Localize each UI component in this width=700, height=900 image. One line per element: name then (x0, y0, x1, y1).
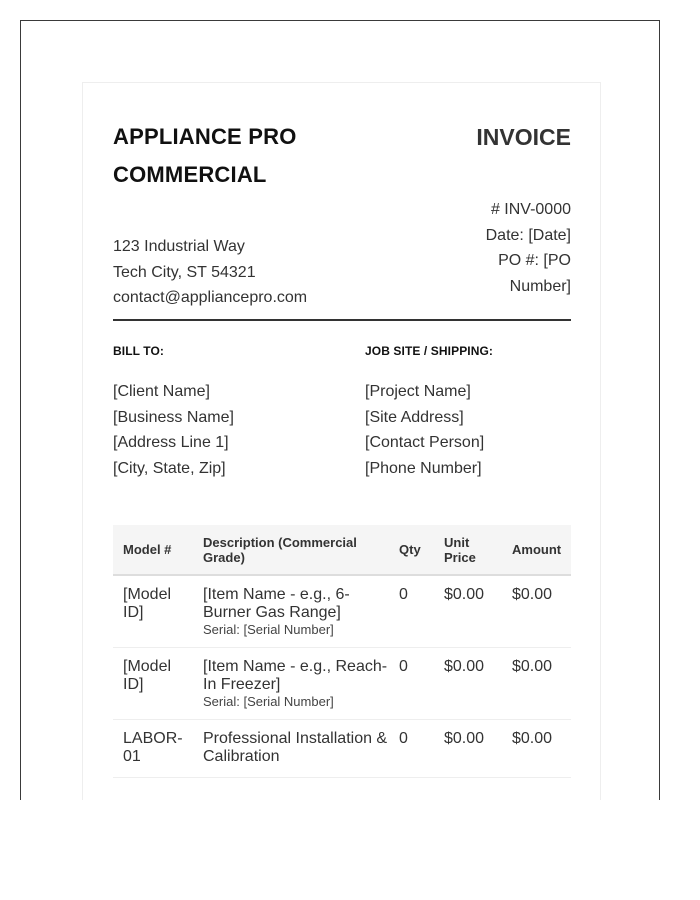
invoice-po-number: PO #: [PO Number] (498, 252, 571, 295)
header-description: Description (Commercial Grade) (193, 525, 389, 575)
invoice-content (113, 113, 571, 765)
ship-to-label: JOB SITE / SHIPPING: (365, 344, 494, 358)
table-row (113, 647, 571, 719)
cell-unit-price: $0.00 (434, 647, 502, 719)
cell-amount: $0.00 (502, 719, 571, 777)
cell-qty: 0 (389, 575, 434, 647)
cell-qty: 0 (389, 647, 434, 719)
company-address-line: Tech City, ST 54321 (113, 263, 256, 281)
item-serial: Serial: [Serial Number] (203, 622, 334, 637)
header-divider (113, 319, 571, 321)
invoice-meta (441, 197, 571, 299)
ship-to-lines (365, 379, 571, 481)
ship-to-line: [Project Name] (365, 383, 471, 400)
cell-amount: $0.00 (502, 647, 571, 719)
line-items-table (113, 525, 571, 778)
company-address (113, 234, 307, 311)
ship-to-line: [Site Address] (365, 408, 464, 426)
page-frame (20, 20, 660, 800)
invoice-date: Date: [Date] (485, 226, 571, 244)
bill-to-line: [Business Name] (113, 408, 234, 426)
cell-description (193, 719, 389, 777)
invoice-title: INVOICE (476, 124, 571, 150)
cell-model: [Model ID] (113, 647, 193, 719)
company-name: APPLIANCE PRO COMMERCIAL (113, 124, 297, 187)
header-model: Model # (113, 525, 193, 575)
ship-to-line: [Phone Number] (365, 459, 482, 477)
invoice-sheet (82, 82, 601, 800)
cell-amount: $0.00 (502, 575, 571, 647)
header-amount: Amount (502, 525, 571, 575)
bill-to-section (113, 343, 343, 481)
bill-to-line: [City, State, Zip] (113, 459, 226, 477)
bill-to-label: BILL TO: (113, 344, 165, 358)
ship-to-line: [Contact Person] (365, 434, 485, 451)
invoice-number: # INV-0000 (490, 201, 571, 218)
bill-to-line: [Address Line 1] (113, 434, 229, 451)
cell-model: LABOR-01 (113, 719, 193, 777)
item-name: [Item Name - e.g., 6-Burner Gas Range] (203, 586, 350, 621)
item-name: Professional Installation & Calibration (203, 729, 388, 765)
cell-model: [Model ID] (113, 575, 193, 647)
cell-description (193, 647, 389, 719)
cell-qty: 0 (389, 719, 434, 777)
cell-description (193, 575, 389, 647)
company-email: contact@appliancepro.com (113, 289, 308, 306)
company-address-line: 123 Industrial Way (113, 238, 245, 255)
header-unit-price: Unit Price (434, 525, 502, 575)
bill-to-lines (113, 379, 343, 481)
table-row (113, 719, 571, 777)
table-header-row (113, 525, 571, 575)
table-row (113, 575, 571, 647)
item-serial: Serial: [Serial Number] (203, 693, 334, 709)
cell-unit-price: $0.00 (434, 719, 502, 777)
invoice-header (113, 113, 571, 313)
cell-unit-price: $0.00 (434, 575, 502, 647)
ship-to-section (365, 343, 571, 481)
bill-to-line: [Client Name] (113, 383, 210, 400)
header-qty: Qty (389, 525, 434, 575)
item-name: [Item Name - e.g., Reach-In Freezer] (203, 657, 388, 693)
